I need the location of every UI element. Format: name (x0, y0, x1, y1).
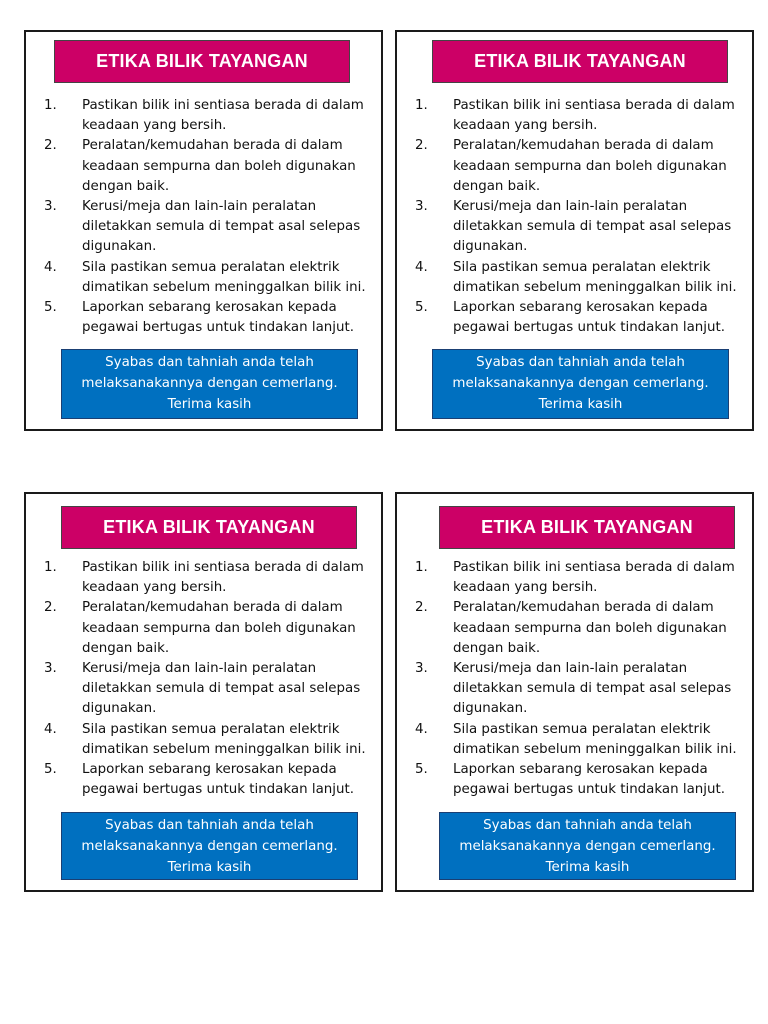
rule-line: dengan baik. (82, 178, 170, 194)
rule-item (415, 720, 744, 760)
rule-number: 5. (415, 762, 428, 778)
footer-message (61, 812, 358, 880)
rule-line: keadaan sempurna dan boleh digunakan (82, 620, 356, 636)
footer-message (432, 349, 729, 419)
rule-text (82, 197, 373, 258)
rule-line: keadaan yang bersih. (82, 118, 227, 134)
rule-text (82, 720, 373, 760)
rule-line: pegawai bertugas untuk tindakan lanjut. (82, 782, 354, 798)
rule-item (415, 598, 744, 659)
rule-line: keadaan sempurna dan boleh digunakan (453, 620, 727, 636)
etiquette-card (395, 492, 754, 892)
rule-text (82, 598, 373, 659)
rule-line: pegawai bertugas untuk tindakan lanjut. (82, 320, 354, 336)
rule-item (44, 298, 373, 338)
rule-text (453, 659, 744, 720)
rule-line: digunakan. (453, 239, 528, 255)
rule-number: 2. (415, 600, 428, 616)
rule-text (453, 598, 744, 659)
rule-number: 4. (44, 721, 57, 737)
rules-list (44, 558, 373, 800)
card-title: ETIKA BILIK TAYANGAN (54, 40, 350, 83)
footer-line: Terima kasih (538, 397, 623, 412)
rule-line: Peralatan/kemudahan berada di dalam (453, 138, 714, 154)
rule-line: Laporkan sebarang kerosakan kepada (82, 762, 337, 778)
rule-line: Laporkan sebarang kerosakan kepada (453, 762, 708, 778)
rule-text (82, 96, 373, 136)
rule-line: keadaan yang bersih. (82, 580, 227, 596)
rule-item (44, 760, 373, 800)
footer-line: Terima kasih (167, 860, 252, 875)
rule-line: diletakkan semula di tempat asal selepas (82, 219, 361, 235)
rule-item (44, 197, 373, 258)
rule-item (415, 558, 744, 598)
rule-line: dimatikan sebelum meninggalkan bilik ini. (82, 279, 366, 295)
rule-number: 1. (415, 98, 428, 113)
rule-line: digunakan. (82, 701, 157, 717)
rule-number: 1. (44, 98, 57, 113)
rule-number: 3. (44, 199, 57, 215)
etiquette-card (24, 492, 383, 892)
rule-number: 4. (415, 721, 428, 737)
rule-line: digunakan. (453, 701, 528, 717)
rule-line: pegawai bertugas untuk tindakan lanjut. (453, 782, 725, 798)
rule-number: 1. (44, 560, 57, 575)
rule-number: 5. (44, 762, 57, 778)
rule-line: dimatikan sebelum meninggalkan bilik ini. (82, 741, 366, 757)
rule-text (453, 136, 744, 197)
rule-line: diletakkan semula di tempat asal selepas (453, 681, 732, 697)
rule-item (44, 659, 373, 720)
rule-line: keadaan yang bersih. (453, 118, 598, 134)
rule-text (453, 96, 744, 136)
rule-number: 3. (44, 661, 57, 677)
rule-number: 5. (44, 300, 57, 316)
rule-item (44, 96, 373, 136)
rule-text (82, 258, 373, 298)
rule-line: diletakkan semula di tempat asal selepas (82, 681, 361, 697)
rule-line: keadaan sempurna dan boleh digunakan (453, 158, 727, 174)
rule-text (82, 136, 373, 197)
rule-line: Sila pastikan semua peralatan elektrik (453, 721, 711, 737)
footer-message (61, 349, 358, 419)
rule-item (44, 258, 373, 298)
rule-line: Pastikan bilik ini sentiasa berada di dalam (453, 560, 735, 575)
footer-line: Syabas dan tahniah anda telah (483, 818, 692, 833)
rule-item (44, 720, 373, 760)
rule-line: Sila pastikan semua peralatan elektrik (82, 721, 340, 737)
rule-line: Pastikan bilik ini sentiasa berada di dalam (453, 98, 735, 113)
rule-number: 2. (44, 138, 57, 154)
etiquette-card (24, 30, 383, 431)
rule-item (44, 136, 373, 197)
rule-item (415, 136, 744, 197)
etiquette-card (395, 30, 754, 431)
rule-number: 2. (415, 138, 428, 154)
footer-line: Terima kasih (167, 397, 252, 412)
rule-line: Laporkan sebarang kerosakan kepada (82, 300, 337, 316)
card-title: ETIKA BILIK TAYANGAN (61, 506, 357, 549)
rule-item (44, 558, 373, 598)
rule-line: diletakkan semula di tempat asal selepas (453, 219, 732, 235)
rule-line: Kerusi/meja dan lain-lain peralatan (82, 661, 317, 677)
rule-line: Laporkan sebarang kerosakan kepada (453, 300, 708, 316)
footer-line: melaksanakannya dengan cemerlang. (452, 376, 709, 391)
footer-message (439, 812, 736, 880)
rule-line: Pastikan bilik ini sentiasa berada di dalam (82, 98, 364, 113)
rule-line: Kerusi/meja dan lain-lain peralatan (453, 199, 688, 215)
rule-line: Peralatan/kemudahan berada di dalam (82, 600, 343, 616)
rule-line: dimatikan sebelum meninggalkan bilik ini. (453, 279, 737, 295)
rule-line: dengan baik. (453, 178, 541, 194)
rule-line: dengan baik. (453, 640, 541, 656)
footer-line: melaksanakannya dengan cemerlang. (81, 839, 338, 854)
rule-line: Pastikan bilik ini sentiasa berada di dalam (82, 560, 364, 575)
rule-line: Kerusi/meja dan lain-lain peralatan (453, 661, 688, 677)
rule-item (415, 659, 744, 720)
rule-number: 3. (415, 199, 428, 215)
rule-text (453, 197, 744, 258)
rule-line: Sila pastikan semua peralatan elektrik (453, 259, 711, 275)
rule-number: 4. (415, 259, 428, 275)
rule-text (82, 659, 373, 720)
rule-text (82, 760, 373, 800)
rules-list (415, 558, 744, 800)
footer-line: Syabas dan tahniah anda telah (476, 355, 685, 370)
rule-line: Kerusi/meja dan lain-lain peralatan (82, 199, 317, 215)
rule-item (415, 298, 744, 338)
rule-number: 1. (415, 560, 428, 575)
rule-text (453, 558, 744, 598)
rule-line: keadaan yang bersih. (453, 580, 598, 596)
rule-text (453, 720, 744, 760)
footer-line: melaksanakannya dengan cemerlang. (81, 376, 338, 391)
rule-text (82, 298, 373, 338)
rule-item (415, 258, 744, 298)
rule-text (82, 558, 373, 598)
rule-line: dengan baik. (82, 640, 170, 656)
rule-item (415, 197, 744, 258)
rule-text (453, 258, 744, 298)
rule-number: 5. (415, 300, 428, 316)
card-title: ETIKA BILIK TAYANGAN (439, 506, 735, 549)
footer-line: melaksanakannya dengan cemerlang. (459, 839, 716, 854)
rule-number: 2. (44, 600, 57, 616)
rule-number: 4. (44, 259, 57, 275)
rule-line: digunakan. (82, 239, 157, 255)
rule-item (415, 760, 744, 800)
rule-line: Peralatan/kemudahan berada di dalam (82, 138, 343, 154)
rule-line: Sila pastikan semua peralatan elektrik (82, 259, 340, 275)
rule-line: keadaan sempurna dan boleh digunakan (82, 158, 356, 174)
rule-number: 3. (415, 661, 428, 677)
footer-line: Syabas dan tahniah anda telah (105, 355, 314, 370)
rule-item (44, 598, 373, 659)
footer-line: Terima kasih (545, 860, 630, 875)
rule-text (453, 760, 744, 800)
rule-item (415, 96, 744, 136)
rule-text (453, 298, 744, 338)
rules-list (44, 96, 373, 338)
rules-list (415, 96, 744, 338)
rule-line: dimatikan sebelum meninggalkan bilik ini. (453, 741, 737, 757)
rule-line: pegawai bertugas untuk tindakan lanjut. (453, 320, 725, 336)
footer-line: Syabas dan tahniah anda telah (105, 818, 314, 833)
rule-line: Peralatan/kemudahan berada di dalam (453, 600, 714, 616)
card-title: ETIKA BILIK TAYANGAN (432, 40, 728, 83)
